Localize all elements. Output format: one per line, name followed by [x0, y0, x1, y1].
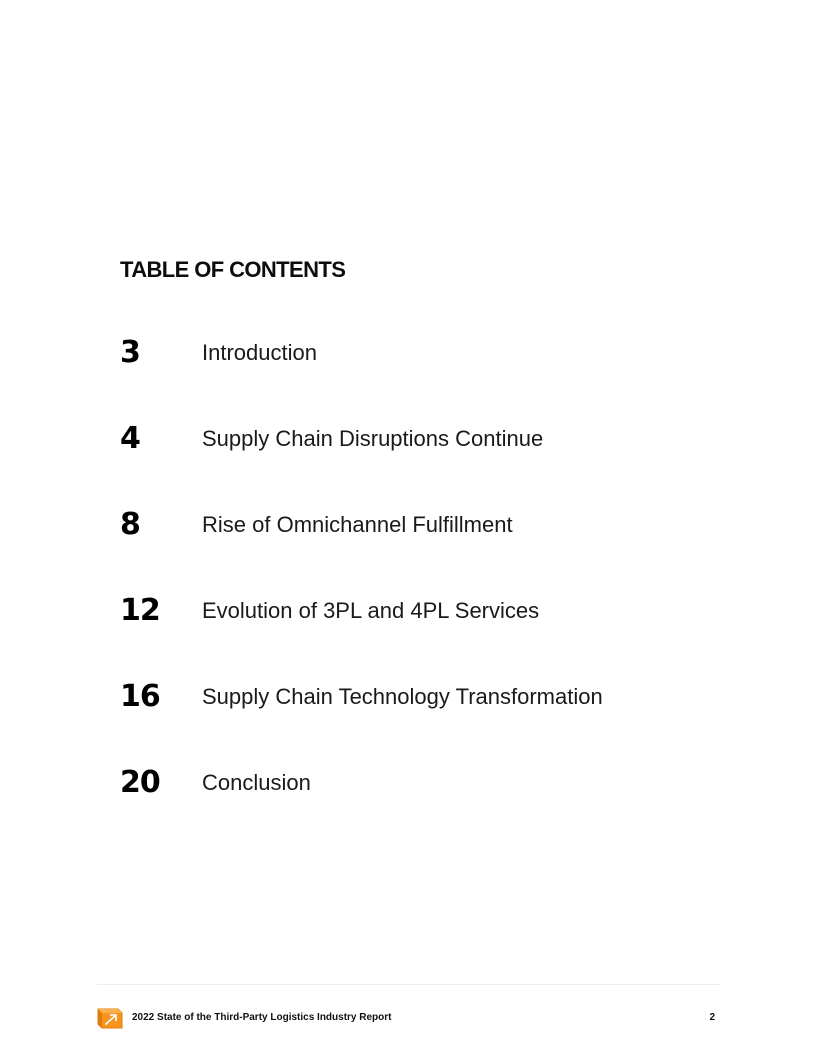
- toc-entry-label: Evolution of 3PL and 4PL Services: [202, 598, 540, 623]
- toc-entry-omnichannel-fulfillment[interactable]: [120, 506, 720, 592]
- toc-entry-label: Conclusion: [202, 770, 311, 795]
- toc-entry-label: Rise of Omnichannel Fulfillment: [202, 512, 513, 537]
- toc-entry-label: Supply Chain Technology Transformation: [202, 684, 603, 709]
- toc-heading: TABLE OF CONTENTS: [120, 257, 346, 282]
- toc-page-number: 12: [120, 593, 160, 628]
- toc-entry-introduction[interactable]: [120, 334, 720, 420]
- toc-entry-technology-transformation[interactable]: [120, 678, 720, 764]
- toc-page-number: 16: [120, 679, 160, 714]
- toc-entry-conclusion[interactable]: [120, 764, 720, 850]
- footer-page-number: 2: [709, 1012, 715, 1023]
- toc-entry-3pl-4pl-services[interactable]: [120, 592, 720, 678]
- toc-page-number: 4: [120, 421, 140, 456]
- footer-report-title: 2022 State of the Third-Party Logistics Industry Report: [132, 1012, 392, 1023]
- toc-entry-label: Supply Chain Disruptions Continue: [202, 426, 544, 451]
- toc-page-number: 20: [120, 765, 160, 800]
- toc-page-number: 8: [120, 507, 140, 542]
- toc-list: [120, 334, 720, 850]
- toc-entry-label: Introduction: [202, 340, 317, 365]
- box-arrow-logo-icon: [96, 1006, 123, 1030]
- toc-page-number: 3: [120, 335, 140, 370]
- page-footer: [96, 1005, 720, 1031]
- footer-divider: [97, 984, 720, 985]
- toc-entry-supply-chain-disruptions[interactable]: [120, 420, 720, 506]
